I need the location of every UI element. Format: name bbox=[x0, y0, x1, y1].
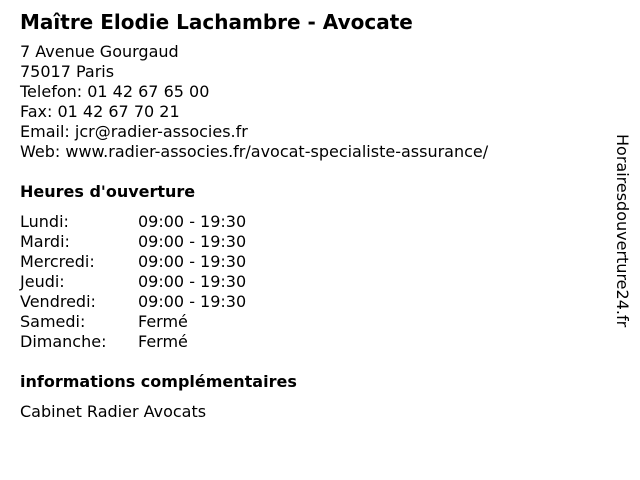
day-label: Jeudi: bbox=[20, 272, 65, 291]
day-label: Dimanche: bbox=[20, 332, 107, 351]
business-title: Maître Elodie Lachambre - Avocate bbox=[20, 10, 413, 34]
address-street: 7 Avenue Gourgaud bbox=[20, 42, 179, 61]
phone-text: Telefon: 01 42 67 65 00 bbox=[20, 82, 210, 101]
address-city: 75017 Paris bbox=[20, 62, 115, 81]
hours-row-tuesday bbox=[20, 232, 600, 252]
info-heading: informations complémentaires bbox=[20, 372, 297, 391]
hours-heading: Heures d'ouverture bbox=[20, 182, 196, 201]
day-label: Mercredi: bbox=[20, 252, 95, 271]
hours-list bbox=[20, 212, 600, 352]
fax-text: Fax: 01 42 67 70 21 bbox=[20, 102, 180, 121]
business-card bbox=[20, 10, 600, 422]
hours-row-sunday bbox=[20, 332, 600, 352]
day-hours: Fermé bbox=[138, 312, 188, 331]
watermark-container bbox=[610, 134, 634, 374]
day-hours: 09:00 - 19:30 bbox=[138, 252, 247, 271]
day-label: Samedi: bbox=[20, 312, 86, 331]
day-label: Vendredi: bbox=[20, 292, 96, 311]
email-text: Email: jcr@radier-associes.fr bbox=[20, 122, 248, 141]
hours-row-wednesday bbox=[20, 252, 600, 272]
hours-row-monday bbox=[20, 212, 600, 232]
hours-row-saturday bbox=[20, 312, 600, 332]
info-text: Cabinet Radier Avocats bbox=[20, 402, 207, 421]
day-hours: Fermé bbox=[138, 332, 188, 351]
day-hours: 09:00 - 19:30 bbox=[138, 212, 247, 231]
day-hours: 09:00 - 19:30 bbox=[138, 232, 247, 251]
day-label: Lundi: bbox=[20, 212, 69, 231]
day-label: Mardi: bbox=[20, 232, 70, 251]
hours-row-friday bbox=[20, 292, 600, 312]
day-hours: 09:00 - 19:30 bbox=[138, 292, 247, 311]
site-watermark: Horairesdouverture24.fr bbox=[613, 134, 632, 328]
website-text: Web: www.radier-associes.fr/avocat-specialiste-assurance/ bbox=[20, 142, 489, 161]
day-hours: 09:00 - 19:30 bbox=[138, 272, 247, 291]
hours-row-thursday bbox=[20, 272, 600, 292]
